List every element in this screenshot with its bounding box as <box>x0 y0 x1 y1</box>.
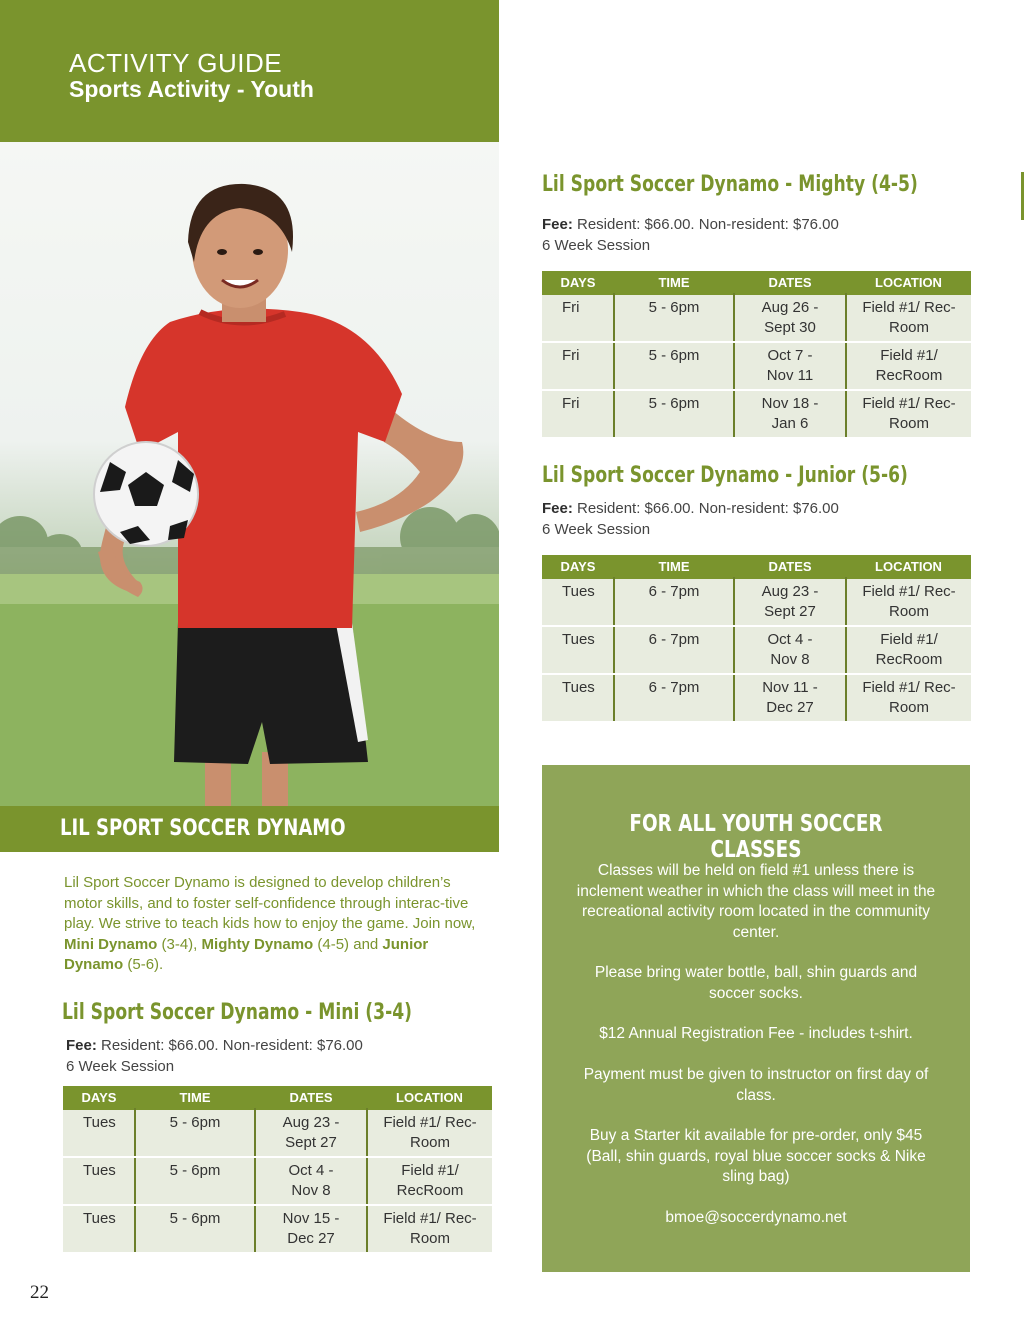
program-title-mighty: Lil Sport Soccer Dynamo - Mighty (4-5) <box>542 172 918 197</box>
intro-paragraph <box>64 873 484 976</box>
cell-time: 5 - 6pm <box>614 294 734 342</box>
cell-time: 5 - 6pm <box>135 1109 255 1157</box>
location-line1: Field #1/ Rec- <box>383 1114 477 1131</box>
location-line2: Room <box>409 1230 450 1247</box>
cell-location <box>846 674 971 722</box>
cell-day: Tues <box>63 1205 135 1253</box>
fee-mini <box>66 1036 363 1077</box>
cell-time: 5 - 6pm <box>614 342 734 390</box>
dates-end: Jan 6 <box>771 415 809 432</box>
header-title: Sports Activity - Youth <box>69 76 314 102</box>
cell-dates <box>255 1157 367 1205</box>
cell-time: 6 - 7pm <box>614 674 734 722</box>
cell-location <box>367 1157 492 1205</box>
cell-time: 5 - 6pm <box>135 1205 255 1253</box>
intro-junior-age: (5-6). <box>123 956 164 973</box>
col-location: LOCATION <box>846 555 971 578</box>
cell-day: Fri <box>542 294 614 342</box>
dates-start: Aug 26 - <box>761 299 819 316</box>
dates-end: Nov 8 <box>291 1182 331 1199</box>
cell-time: 6 - 7pm <box>614 578 734 626</box>
dates-start: Oct 4 - <box>288 1162 334 1179</box>
dates-start: Nov 15 - <box>282 1210 340 1227</box>
location-line2: Room <box>888 603 929 620</box>
col-days: DAYS <box>63 1086 135 1109</box>
session-length: 6 Week Session <box>542 236 651 254</box>
location-line1: Field #1/ <box>880 631 938 648</box>
cell-location <box>846 390 971 438</box>
session-length: 6 Week Session <box>542 520 651 538</box>
location-line1: Field #1/ Rec- <box>862 679 956 696</box>
page-number: 22 <box>30 1282 49 1303</box>
cell-dates <box>734 578 846 626</box>
col-dates: DATES <box>734 555 846 578</box>
info-weather-note: Classes will be held on field #1 unless there is inclement weather in which the class will meet in the recreational activity room located in the community center. <box>576 862 936 941</box>
col-location: LOCATION <box>846 271 971 294</box>
cell-location <box>846 294 971 342</box>
fee-text: Resident: $66.00. Non-resident: $76.00 <box>96 1037 363 1054</box>
cell-location <box>367 1205 492 1253</box>
intro-mini: Mini Dynamo <box>64 935 158 953</box>
header-kicker: ACTIVITY GUIDE <box>69 48 283 78</box>
location-line1: Field #1/ Rec- <box>383 1210 477 1227</box>
section-title: LIL SPORT SOCCER DYNAMO <box>60 816 346 841</box>
dates-start: Nov 18 - <box>761 395 819 412</box>
cell-day: Fri <box>542 342 614 390</box>
fee-label: Fee: <box>66 1037 97 1054</box>
location-line2: Room <box>888 319 929 336</box>
dates-start: Oct 4 - <box>767 631 813 648</box>
dates-end: Dec 27 <box>766 699 814 716</box>
cell-location <box>846 578 971 626</box>
dates-end: Nov 8 <box>770 651 810 668</box>
program-title-mini: Lil Sport Soccer Dynamo - Mini (3-4) <box>62 1000 413 1025</box>
table-header <box>542 555 971 578</box>
location-line2: Room <box>888 415 929 432</box>
session-length: 6 Week Session <box>66 1057 175 1075</box>
col-time: TIME <box>614 271 734 294</box>
table-row <box>63 1157 492 1205</box>
col-location: LOCATION <box>367 1086 492 1109</box>
cell-dates <box>734 626 846 674</box>
location-line1: Field #1/ Rec- <box>862 395 956 412</box>
table-row <box>63 1205 492 1253</box>
dates-end: Nov 11 <box>766 367 814 384</box>
info-registration-fee: $12 Annual Registration Fee - includes t-shirt. <box>599 1025 913 1042</box>
dates-start: Oct 7 - <box>767 347 813 364</box>
location-line2: RecRoom <box>875 367 943 384</box>
info-starter-kit: Buy a Starter kit available for pre-order, only $45 (Ball, shin guards, royal blue soccer socks & Nike sling bag) <box>586 1127 926 1185</box>
fee-text: Resident: $66.00. Non-resident: $76.00 <box>572 216 839 233</box>
table-row <box>542 674 971 722</box>
cell-time: 5 - 6pm <box>614 390 734 438</box>
cell-dates <box>734 390 846 438</box>
page-header <box>0 0 499 142</box>
location-line2: Room <box>888 699 929 716</box>
cell-location <box>367 1109 492 1157</box>
intro-mighty: Mighty Dynamo <box>201 935 314 953</box>
cell-time: 6 - 7pm <box>614 626 734 674</box>
dates-start: Aug 23 - <box>761 583 819 600</box>
fee-text: Resident: $66.00. Non-resident: $76.00 <box>572 500 839 517</box>
youth-soccer-info-box <box>542 765 970 1272</box>
location-line2: RecRoom <box>396 1182 464 1199</box>
table-row <box>63 1109 492 1157</box>
cell-day: Tues <box>542 674 614 722</box>
program-title-junior: Lil Sport Soccer Dynamo - Junior (5-6) <box>542 463 908 488</box>
location-line1: Field #1/ Rec- <box>862 583 956 600</box>
location-line2: RecRoom <box>875 651 943 668</box>
table-row <box>542 626 971 674</box>
fee-junior <box>542 499 839 540</box>
dates-start: Aug 23 - <box>282 1114 340 1131</box>
intro-mini-age: (3-4), <box>157 935 202 953</box>
cell-day: Tues <box>63 1109 135 1157</box>
schedule-table-mighty <box>542 271 971 439</box>
table-header <box>63 1086 492 1109</box>
cell-dates <box>255 1205 367 1253</box>
table-row <box>542 342 971 390</box>
cell-day: Fri <box>542 390 614 438</box>
cell-day: Tues <box>542 578 614 626</box>
dates-start: Nov 11 - <box>762 679 818 696</box>
fee-mighty <box>542 215 839 256</box>
cell-location <box>846 626 971 674</box>
intro-junior: Junior Dynamo <box>64 935 429 973</box>
dates-end: Sept 27 <box>285 1134 337 1151</box>
soccer-girl-photo <box>0 142 499 806</box>
cell-dates <box>734 294 846 342</box>
col-days: DAYS <box>542 271 614 294</box>
location-line1: Field #1/ Rec- <box>862 299 956 316</box>
dates-end: Sept 30 <box>764 319 816 336</box>
col-time: TIME <box>614 555 734 578</box>
cell-day: Tues <box>63 1157 135 1205</box>
cell-time: 5 - 6pm <box>135 1157 255 1205</box>
table-row <box>542 390 971 438</box>
col-days: DAYS <box>542 555 614 578</box>
col-time: TIME <box>135 1086 255 1109</box>
dates-end: Dec 27 <box>287 1230 335 1247</box>
fee-label: Fee: <box>542 216 573 233</box>
intro-text: Lil Sport Soccer Dynamo is designed to develop children’s motor skills, and to foster self-confidence through interac-tive play. We strive to teach kids how to enjoy the game. Join now, <box>64 874 476 932</box>
cell-dates <box>734 674 846 722</box>
cell-location <box>846 342 971 390</box>
location-line2: Room <box>409 1134 450 1151</box>
schedule-table-junior <box>542 555 971 723</box>
location-line1: Field #1/ <box>401 1162 459 1179</box>
table-header <box>542 271 971 294</box>
dates-end: Sept 27 <box>764 603 816 620</box>
cell-day: Tues <box>542 626 614 674</box>
table-row <box>542 578 971 626</box>
info-bring-items: Please bring water bottle, ball, shin guards and soccer socks. <box>594 964 918 1002</box>
info-heading-text: FOR ALL YOUTH SOCCER CLASSES <box>629 811 883 863</box>
info-heading <box>542 811 970 863</box>
col-dates: DATES <box>734 271 846 294</box>
cell-dates <box>255 1109 367 1157</box>
section-title-band <box>0 806 499 852</box>
intro-mighty-age: (4-5) and <box>313 935 383 953</box>
fee-label: Fee: <box>542 500 573 517</box>
location-line1: Field #1/ <box>880 347 938 364</box>
table-row <box>542 294 971 342</box>
col-dates: DATES <box>255 1086 367 1109</box>
info-payment: Payment must be given to instructor on first day of class. <box>583 1066 929 1104</box>
cell-dates <box>734 342 846 390</box>
schedule-table-mini <box>63 1086 492 1254</box>
info-email-link[interactable]: bmoe@soccerdynamo.net <box>665 1209 847 1226</box>
